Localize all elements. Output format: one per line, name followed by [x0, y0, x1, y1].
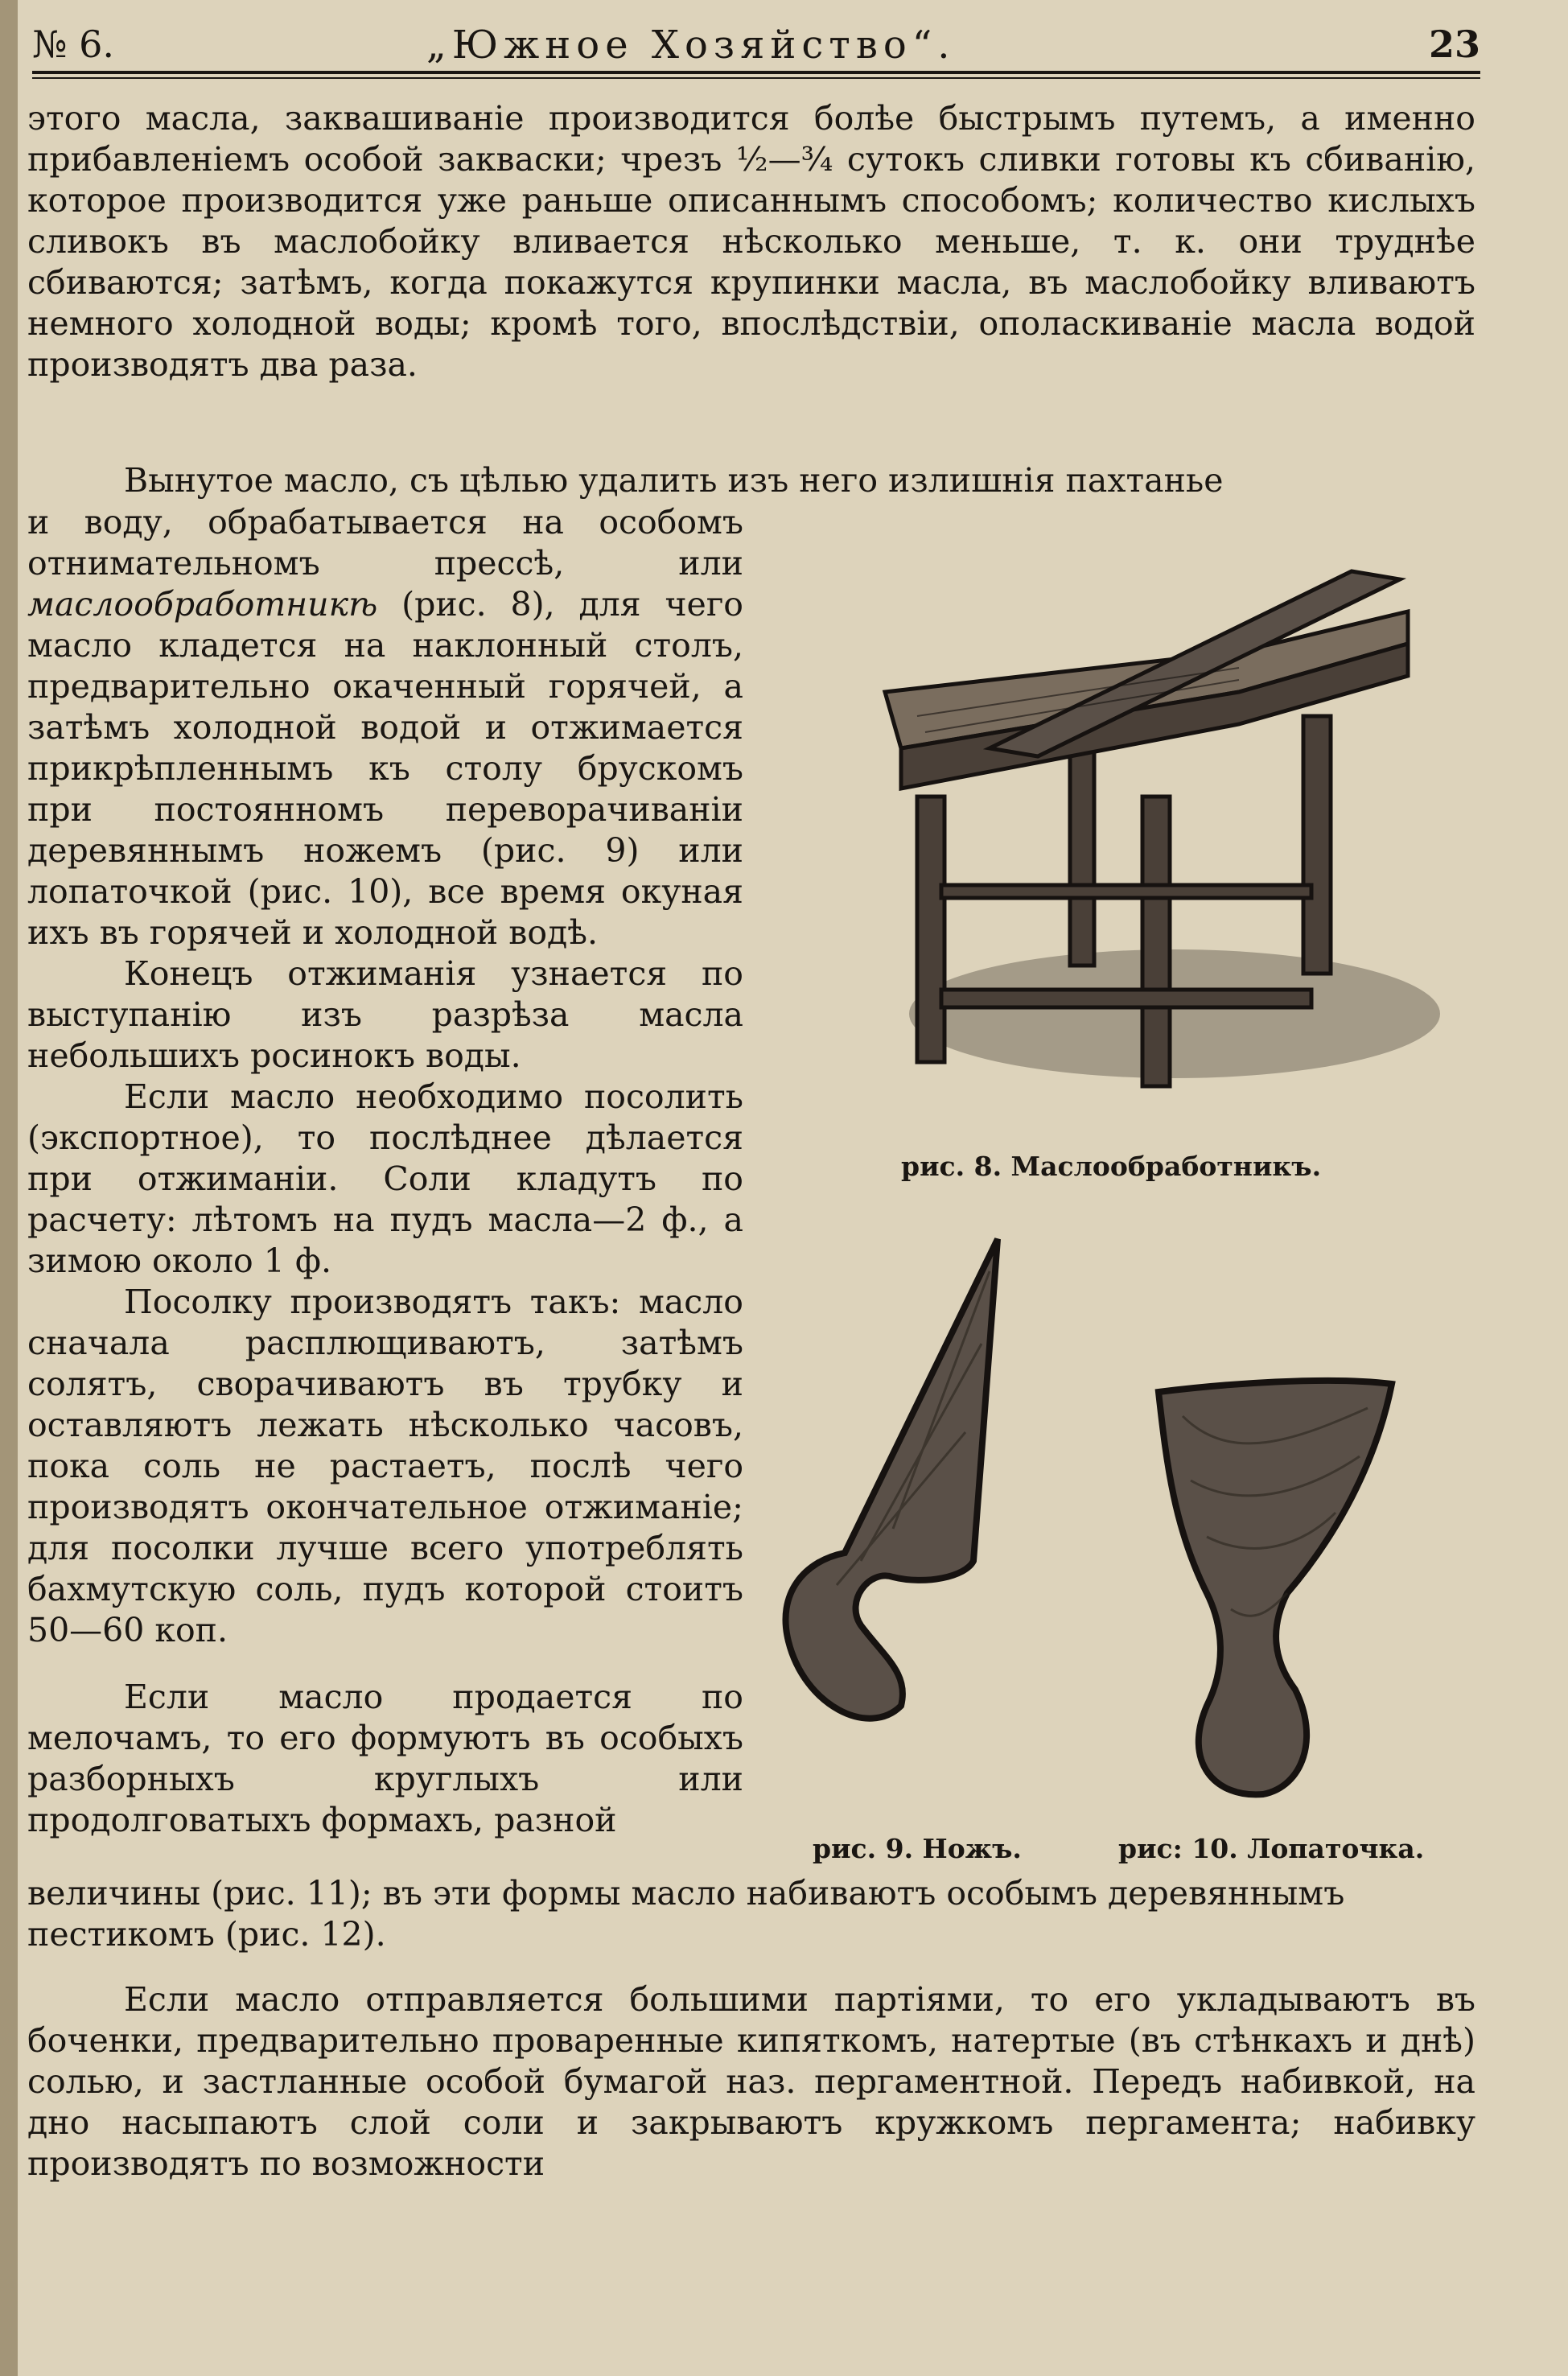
figure-9-caption: рис. 9. Ножъ. [813, 1833, 1022, 1864]
paragraph-3: Конецъ отжиманія узнается по выступанію изъ разрѣза масла небольшихъ росинокъ воды. [27, 954, 743, 1075]
paragraph-6: Если масло продается по мелочамъ, то его формуютъ въ особыхъ разборныхъ круглыхъ или продолговатыхъ формахъ, разной [27, 1678, 743, 1839]
issue-number: № 6. [32, 23, 115, 66]
left-column [27, 502, 743, 1841]
page-edge [0, 0, 18, 2376]
butter-worker-table-icon [853, 555, 1464, 1102]
paragraph-2: и воду, обрабатывается на особомъ отнимательномъ прессѣ, или маслообработникѣ (рис. 8), для чего масло кладется на наклонный столъ, предварительно окаченный горячей, а затѣмъ холодной водой и отжимается прикрѣпленнымъ къ столу брускомъ при постоянномъ переворачиваніи деревяннымъ ножемъ (рис. 9) или лопаточкой (рис. 10), все время окуная ихъ въ горячей и холодной водѣ. [27, 503, 743, 952]
wooden-paddle-icon [1134, 1368, 1400, 1802]
figure-8-caption: рис. 8. Маслообработникъ. [901, 1151, 1322, 1182]
paragraph-7: Если масло отправляется большими партіями, то его укладываютъ въ боченки, предварительно проваренные кипяткомъ, натертые (въ стѣнкахъ и днѣ) солью, и застланные особой бумагой наз. пергаментной. Передъ набивкой, на дно насыпаютъ слой соли и закрываютъ кружкомъ пергамента; набивку производятъ по возможности [27, 1980, 1475, 2183]
header-rule [32, 71, 1480, 74]
page-number: 23 [1428, 23, 1480, 66]
paragraph-2-first-line: Вынутое масло, съ цѣлью удалить изъ него излишнія пахтанье [124, 461, 1224, 500]
journal-title: „Южное Хозяйство“. [426, 23, 956, 68]
paragraph-6-continued: величины (рис. 11); въ эти формы масло набиваютъ особымъ деревяннымъ пестикомъ (рис. 12). [27, 1874, 1345, 1954]
figure-10-caption: рис: 10. Лопаточка. [1118, 1833, 1425, 1864]
wooden-knife-icon [772, 1223, 1014, 1738]
paragraph-1: этого масла, заквашиваніе производится болѣе быстрымъ путемъ, а именно прибавленіемъ особой закваски; чрезъ ½—¾ сутокъ сливки готовы къ сбиванію, которое производится уже раньше описаннымъ способомъ; количество кислыхъ сливокъ въ маслобойку вливается нѣсколько меньше, т. к. они труднѣе сбиваются; затѣмъ, когда покажутся крупинки масла, въ маслобойку вливаютъ немного холодной воды; кромѣ того, впослѣдствіи, ополаскиваніе масла водой производятъ два раза. [27, 99, 1475, 384]
paragraph-5: Посолку производятъ такъ: масло сначала расплющиваютъ, затѣмъ солятъ, сворачиваютъ въ трубку и оставляютъ лежать нѣсколько часовъ, пока соль не растаетъ, послѣ чего производятъ окончательное отжиманіе; для посолки лучше всего употреблять бахмутскую соль, пудъ которой стоитъ 50—60 коп. [27, 1283, 743, 1649]
paragraph-4: Если масло необходимо посолить (экспортное), то послѣднее дѣлается при отжиманіи. Соли кладутъ по расчету: лѣтомъ на пудъ масла—2 ф., а зимою около 1 ф. [27, 1077, 743, 1280]
page-header [32, 23, 1480, 71]
header-rule-thin [32, 77, 1480, 79]
